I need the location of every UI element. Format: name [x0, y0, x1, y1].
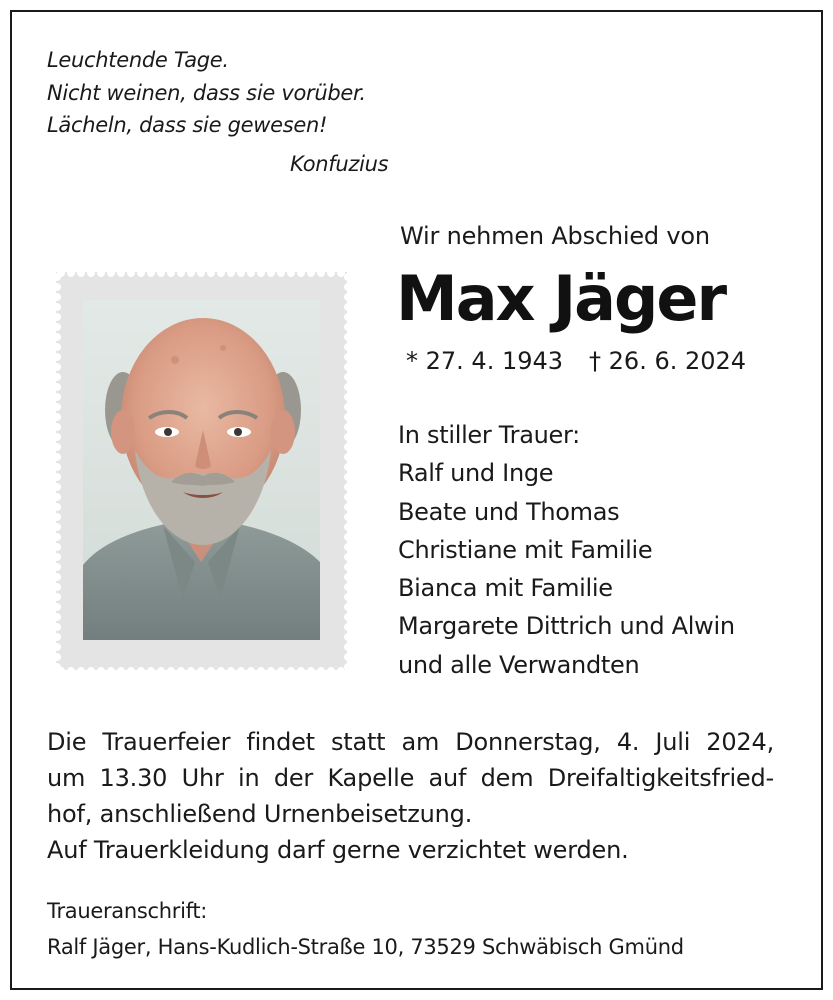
address-value: Ralf Jäger, Hans-Kudlich-Straße 10, 73529 Schwäbisch Gmünd: [47, 935, 684, 959]
quote-line: Nicht weinen, dass sie vorüber.: [47, 80, 366, 105]
mourning-address: [47, 893, 684, 965]
ceremony-line: um 13.30 Uhr in der Kapelle auf dem Dreifaltigkeitsfried-: [47, 764, 774, 792]
mourner-name: Beate und Thomas: [398, 497, 620, 526]
farewell-intro: Wir nehmen Abschied von: [400, 222, 710, 250]
mourner-name: Bianca mit Familie: [398, 574, 613, 603]
life-dates: [406, 347, 746, 375]
birth-date: * 27. 4. 1943: [406, 347, 564, 375]
mourner-name: Margarete Dittrich und Alwin: [398, 612, 735, 641]
address-label: Traueranschrift:: [47, 899, 208, 923]
mourner-name: Ralf und Inge: [398, 459, 554, 488]
ceremony-line: Die Trauerfeier findet statt am Donnerstag, 4. Juli 2024,: [47, 728, 774, 756]
quote-line: Lächeln, dass sie gewesen!: [47, 113, 328, 137]
ceremony-line: hof, anschließend Urnenbeisetzung.: [47, 800, 473, 828]
portrait-photo: [83, 300, 320, 640]
death-date: † 26. 6. 2024: [589, 347, 747, 375]
quote-line: Leuchtende Tage.: [47, 48, 229, 72]
mourners-heading: In stiller Trauer:: [398, 421, 580, 449]
mourner-name: und alle Verwandten: [398, 650, 640, 679]
ceremony-line: Auf Trauerkleidung darf gerne verzichtet werden.: [47, 836, 629, 864]
mourners-list: [398, 416, 735, 684]
quote-block: [47, 44, 389, 176]
deceased-name: Max Jäger: [396, 262, 726, 335]
quote-author: Konfuzius: [290, 152, 389, 176]
portrait-illustration: [83, 300, 320, 640]
mourner-name: Christiane mit Familie: [398, 535, 653, 564]
ceremony-info: [47, 724, 774, 868]
